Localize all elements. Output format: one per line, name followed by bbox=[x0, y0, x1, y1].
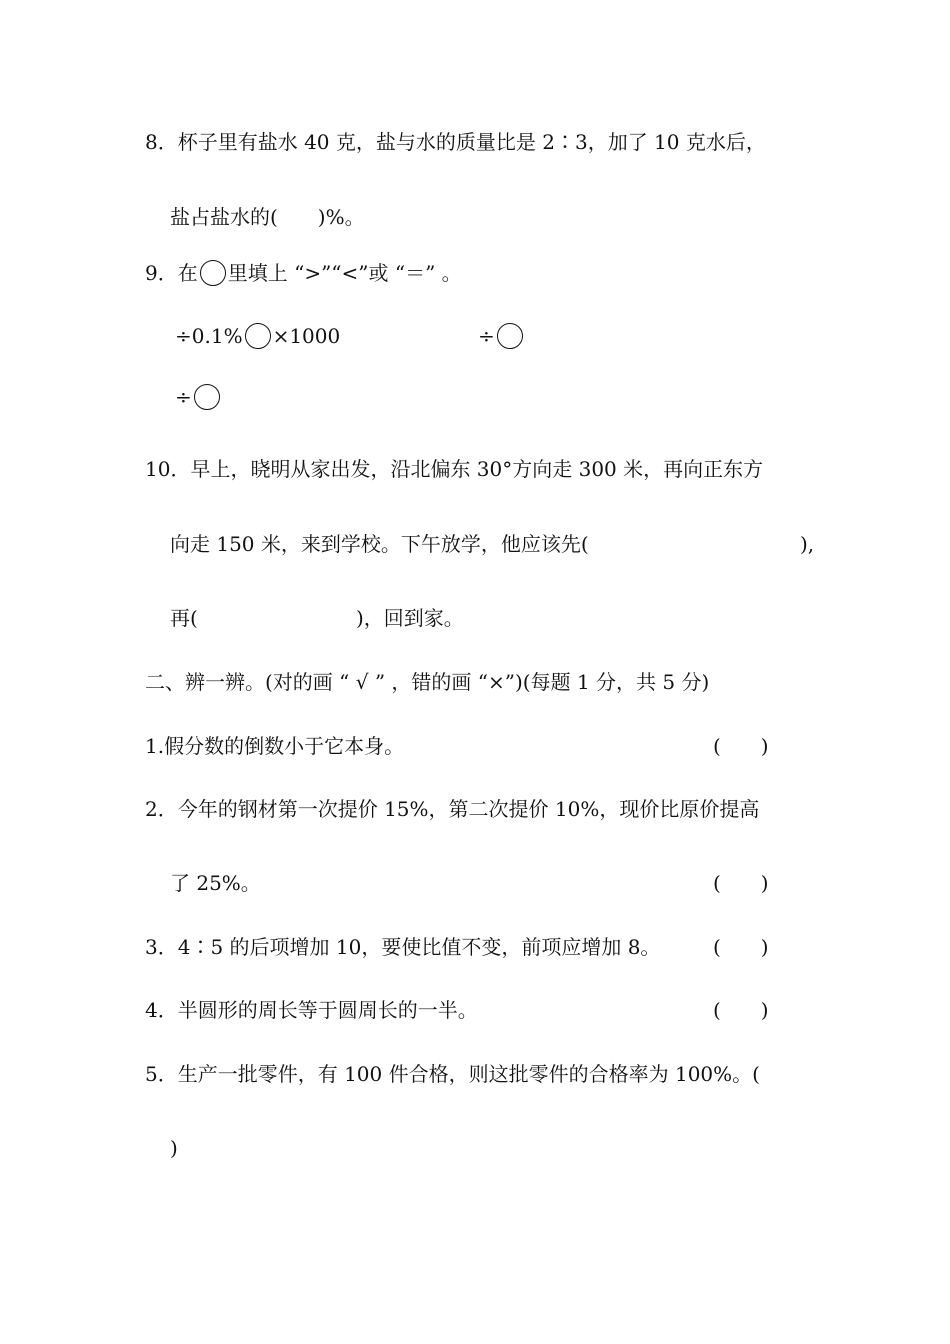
q9-item2 bbox=[478, 322, 525, 350]
compare-circle-icon[interactable] bbox=[245, 323, 271, 349]
judge3-answer[interactable]: ( ) bbox=[713, 935, 769, 959]
judge4-text: 4．半圆形的周长等于圆周长的一半。 bbox=[145, 998, 478, 1022]
q10-line2-end: ), bbox=[800, 532, 815, 556]
judge3-text: 3．4∶5 的后项增加 10，要使比值不变，前项应增加 8。 bbox=[145, 935, 661, 959]
q9-line bbox=[145, 259, 462, 287]
q9-suffix: 里填上 “>”“<”或 “＝” 。 bbox=[227, 261, 462, 285]
judge5-line2: ) bbox=[170, 1136, 178, 1160]
compare-circle-icon[interactable] bbox=[194, 384, 220, 410]
q9-item1-right: ×1000 bbox=[272, 324, 341, 348]
judge2-line2: 了 25%。 bbox=[170, 871, 261, 895]
q10-line1: 10．早上，晓明从家出发，沿北偏东 30°方向走 300 米，再向正东方 bbox=[145, 457, 764, 481]
q10-line2: 向走 150 米，来到学校。下午放学，他应该先( bbox=[170, 532, 589, 556]
q9-item2-left: ÷ bbox=[478, 324, 495, 348]
q9-item1-left: ÷0.1% bbox=[175, 324, 243, 348]
compare-circle-icon[interactable] bbox=[497, 323, 523, 349]
q9-item1 bbox=[175, 322, 340, 350]
q8-line1: 8．杯子里有盐水 40 克，盐与水的质量比是 2∶3，加了 10 克水后， bbox=[145, 130, 766, 154]
compare-circle-icon bbox=[200, 260, 226, 286]
judge1-text: 1.假分数的倒数小于它本身。 bbox=[145, 734, 405, 758]
q8-line2: 盐占盐水的( )%。 bbox=[170, 205, 365, 229]
q10-line3-end: )，回到家。 bbox=[356, 606, 464, 630]
judge2-line1: 2．今年的钢材第一次提价 15%，第二次提价 10%，现价比原价提高 bbox=[145, 797, 760, 821]
q9-prefix: 9．在 bbox=[145, 261, 198, 285]
q9-item3 bbox=[175, 383, 222, 411]
q9-item3-left: ÷ bbox=[175, 385, 192, 409]
judge2-answer[interactable]: ( ) bbox=[713, 871, 769, 895]
judge1-answer[interactable]: ( ) bbox=[713, 734, 769, 758]
judge5-line1: 5．生产一批零件，有 100 件合格，则这批零件的合格率为 100%。( bbox=[145, 1062, 760, 1086]
judge4-answer[interactable]: ( ) bbox=[713, 998, 769, 1022]
section2-heading: 二、辨一辨。(对的画 “ √ ” ，错的画 “×”)(每题 1 分，共 5 分) bbox=[145, 670, 710, 694]
q10-line3-start: 再( bbox=[170, 606, 198, 630]
